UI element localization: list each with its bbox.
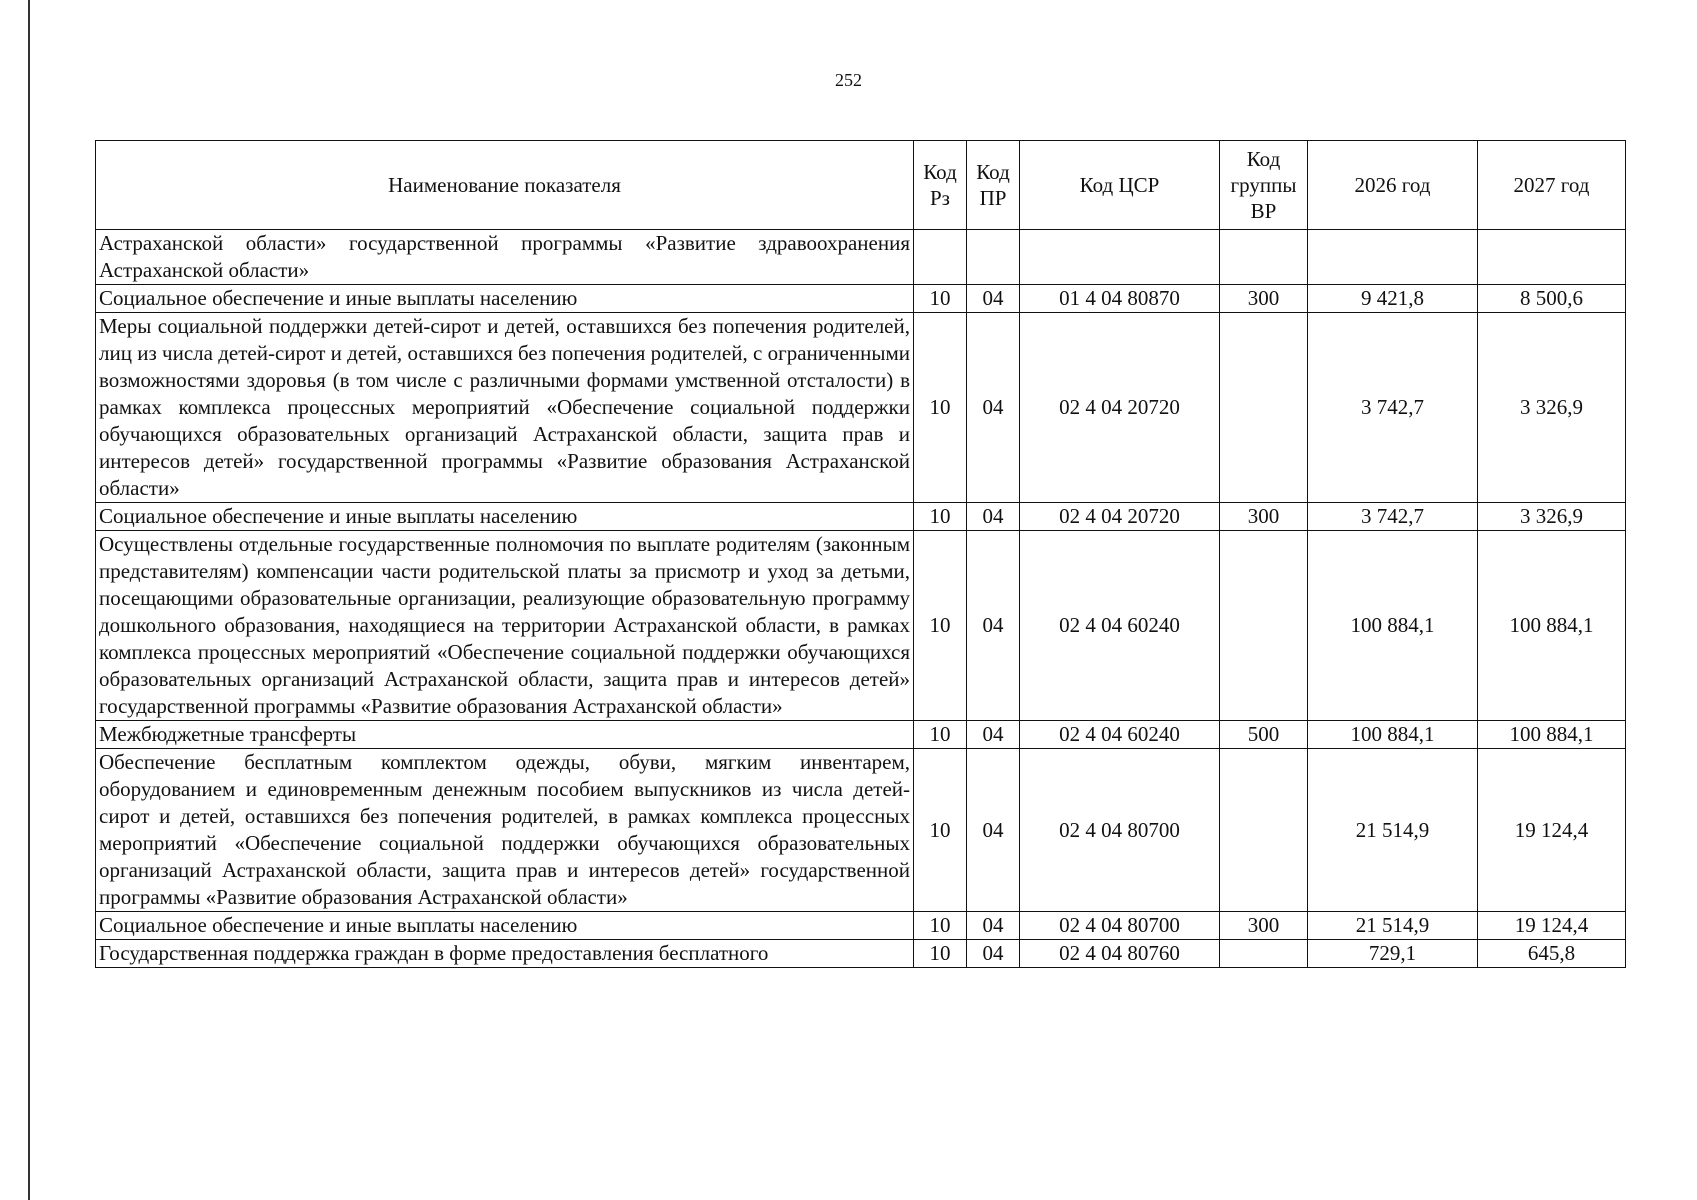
cell-2026: 729,1	[1308, 940, 1478, 968]
cell-pr: 04	[967, 749, 1020, 912]
cell-rz: 10	[914, 313, 967, 503]
cell-2026: 3 742,7	[1308, 503, 1478, 531]
cell-vr	[1220, 940, 1308, 968]
cell-2027: 19 124,4	[1478, 749, 1626, 912]
table-row	[96, 230, 1626, 285]
cell-csr: 02 4 04 80760	[1020, 940, 1220, 968]
header-rz: Код Рз	[914, 141, 967, 230]
cell-2026: 9 421,8	[1308, 285, 1478, 313]
cell-pr	[967, 230, 1020, 285]
cell-vr	[1220, 749, 1308, 912]
cell-vr: 300	[1220, 912, 1308, 940]
cell-2027: 3 326,9	[1478, 503, 1626, 531]
cell-vr	[1220, 531, 1308, 721]
cell-pr: 04	[967, 285, 1020, 313]
cell-vr: 300	[1220, 503, 1308, 531]
table-row	[96, 285, 1626, 313]
cell-rz: 10	[914, 912, 967, 940]
header-2026: 2026 год	[1308, 141, 1478, 230]
table-row	[96, 313, 1626, 503]
cell-pr: 04	[967, 721, 1020, 749]
header-vr: Код группы ВР	[1220, 141, 1308, 230]
table-row	[96, 721, 1626, 749]
cell-vr	[1220, 230, 1308, 285]
cell-csr	[1020, 230, 1220, 285]
cell-name: Социальное обеспечение и иные выплаты населению	[96, 912, 914, 940]
cell-csr: 01 4 04 80870	[1020, 285, 1220, 313]
table-row	[96, 912, 1626, 940]
cell-rz: 10	[914, 503, 967, 531]
header-name: Наименование показателя	[96, 141, 914, 230]
cell-name: Обеспечение бесплатным комплектом одежды, обуви, мягким инвентарем, оборудованием и единовременным денежным пособием выпускников из числа детей-сирот и детей, оставшихся без попечения родителей, в рамках комплекса процессных мероприятий «Обеспечение социальной поддержки обучающихся образовательных организаций Астраханской области, защита прав и интересов детей» государственной программы «Развитие образования Астраханской области»	[96, 749, 914, 912]
cell-name: Осуществлены отдельные государственные полномочия по выплате родителям (законным представителям) компенсации части родительской платы за присмотр и уход за детьми, посещающими образовательные организации, реализующие образовательную программу дошкольного образования, находящиеся на территории Астраханской области, в рамках комплекса процессных мероприятий «Обеспечение социальной поддержки обучающихся образовательных организаций Астраханской области, защита прав и интересов детей» государственной программы «Развитие образования Астраханской области»	[96, 531, 914, 721]
cell-pr: 04	[967, 313, 1020, 503]
cell-pr: 04	[967, 531, 1020, 721]
cell-rz: 10	[914, 285, 967, 313]
cell-csr: 02 4 04 20720	[1020, 503, 1220, 531]
cell-vr	[1220, 313, 1308, 503]
cell-pr: 04	[967, 940, 1020, 968]
table-row	[96, 531, 1626, 721]
table-row	[96, 940, 1626, 968]
cell-2027	[1478, 230, 1626, 285]
cell-csr: 02 4 04 60240	[1020, 721, 1220, 749]
cell-rz: 10	[914, 531, 967, 721]
header-2027: 2027 год	[1478, 141, 1626, 230]
cell-2027: 100 884,1	[1478, 721, 1626, 749]
cell-vr: 500	[1220, 721, 1308, 749]
cell-pr: 04	[967, 503, 1020, 531]
cell-vr: 300	[1220, 285, 1308, 313]
cell-2026: 100 884,1	[1308, 531, 1478, 721]
cell-2027: 8 500,6	[1478, 285, 1626, 313]
cell-csr: 02 4 04 80700	[1020, 912, 1220, 940]
table-row	[96, 749, 1626, 912]
table-header-row	[96, 141, 1626, 230]
budget-table	[95, 140, 1626, 968]
cell-name: Межбюджетные трансферты	[96, 721, 914, 749]
cell-2027: 100 884,1	[1478, 531, 1626, 721]
cell-2027: 3 326,9	[1478, 313, 1626, 503]
cell-name: Государственная поддержка граждан в форме предоставления бесплатного	[96, 940, 914, 968]
header-pr: Код ПР	[967, 141, 1020, 230]
header-csr: Код ЦСР	[1020, 141, 1220, 230]
cell-name: Социальное обеспечение и иные выплаты населению	[96, 503, 914, 531]
table-row	[96, 503, 1626, 531]
cell-2026: 21 514,9	[1308, 749, 1478, 912]
cell-2027: 645,8	[1478, 940, 1626, 968]
cell-pr: 04	[967, 912, 1020, 940]
cell-2026: 3 742,7	[1308, 313, 1478, 503]
cell-rz: 10	[914, 749, 967, 912]
cell-csr: 02 4 04 20720	[1020, 313, 1220, 503]
cell-rz: 10	[914, 721, 967, 749]
cell-csr: 02 4 04 80700	[1020, 749, 1220, 912]
page-number: 252	[835, 70, 862, 90]
cell-rz: 10	[914, 940, 967, 968]
cell-2026: 21 514,9	[1308, 912, 1478, 940]
scan-margin-line	[28, 0, 30, 1200]
cell-name: Меры социальной поддержки детей-сирот и детей, оставшихся без попечения родителей, лиц из числа детей-сирот и детей, оставшихся без попечения родителей, с ограниченными возможностями здоровья (в том числе с различными формами умственной отсталости) в рамках комплекса процессных мероприятий «Обеспечение социальной поддержки обучающихся образовательных организаций Астраханской области, защита прав и интересов детей» государственной программы «Развитие образования Астраханской области»	[96, 313, 914, 503]
cell-2026: 100 884,1	[1308, 721, 1478, 749]
cell-name: Астраханской области» государственной программы «Развитие здравоохранения Астраханской области»	[96, 230, 914, 285]
cell-csr: 02 4 04 60240	[1020, 531, 1220, 721]
cell-2026	[1308, 230, 1478, 285]
cell-name: Социальное обеспечение и иные выплаты населению	[96, 285, 914, 313]
cell-rz	[914, 230, 967, 285]
cell-2027: 19 124,4	[1478, 912, 1626, 940]
